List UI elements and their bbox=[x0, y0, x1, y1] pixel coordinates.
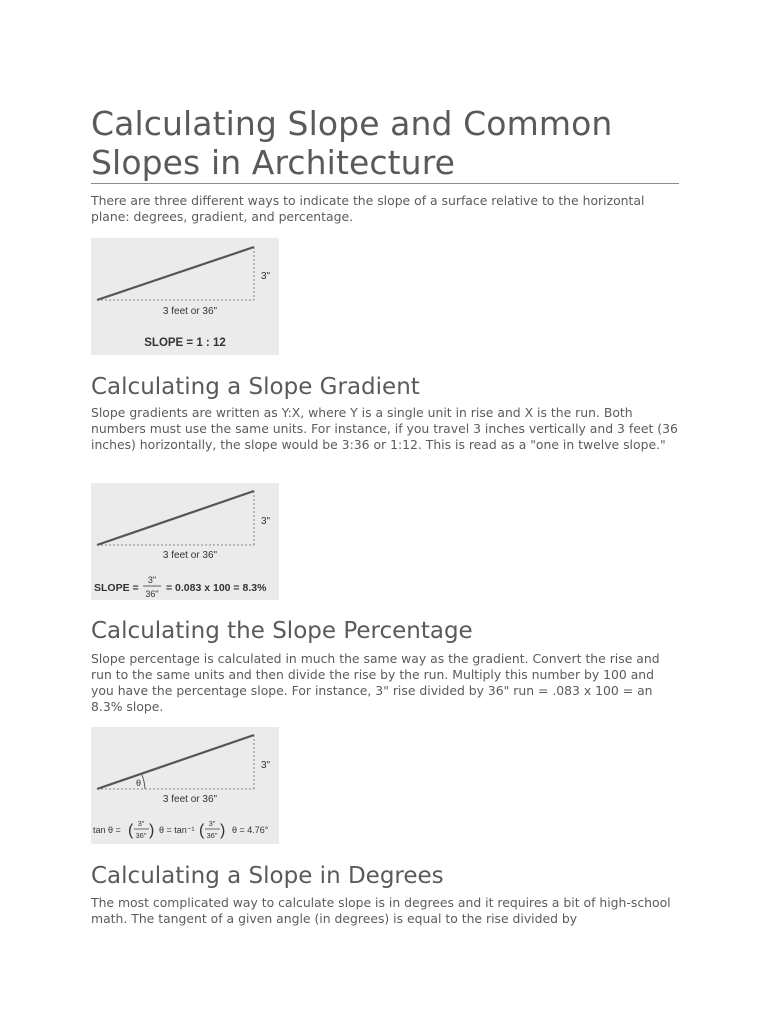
percentage-paragraph: Slope percentage is calculated in much the same way as the gradient. Convert the rise and run to the same units and then divide the rise by the run. Multiply this number by 100 and you have the percentage slope. For instance, 3" rise divided by 36" run = .083 x 100 = an 8.3% slope. bbox=[91, 651, 660, 714]
run-label: 3 feet or 36" bbox=[162, 794, 218, 805]
fraction-numerator: 3" bbox=[147, 575, 157, 585]
rise-label: 3" bbox=[261, 516, 271, 527]
degrees-paragraph: The most complicated way to calculate slope is in degrees and it requires a bit of high-school math. The tangent of a given angle (in degrees) is equal to the rise divided by bbox=[91, 895, 671, 926]
theta-paren-close: ) bbox=[220, 822, 226, 839]
theta-prefix: θ = tan⁻¹ bbox=[159, 825, 195, 835]
slope-ratio-figure bbox=[91, 238, 279, 355]
run-label: 3 feet or 36" bbox=[162, 306, 218, 317]
theta-fraction-denominator: 36" bbox=[206, 831, 218, 840]
tan-paren-close: ) bbox=[149, 822, 155, 839]
tan-paren-open: ( bbox=[128, 822, 134, 839]
angle-result: θ = 4.76° bbox=[232, 825, 269, 835]
section-heading-degrees: Calculating a Slope in Degrees bbox=[91, 863, 444, 889]
section-heading-gradient: Calculating a Slope Gradient bbox=[91, 374, 420, 400]
rise-label: 3" bbox=[261, 760, 271, 771]
slope-line bbox=[97, 491, 254, 545]
slope-line bbox=[97, 735, 254, 789]
angle-arc bbox=[142, 775, 145, 789]
slope-degrees-figure bbox=[91, 727, 279, 844]
slope-line bbox=[97, 247, 254, 300]
theta-paren-open: ( bbox=[199, 822, 205, 839]
slope-percentage-figure bbox=[91, 483, 279, 600]
section-heading-percentage: Calculating the Slope Percentage bbox=[91, 618, 473, 644]
slope-formula: SLOPE = 1 : 12 bbox=[144, 337, 226, 349]
theta-fraction-numerator: 3" bbox=[208, 819, 216, 828]
fraction-denominator: 36" bbox=[145, 589, 159, 599]
tan-fraction-numerator: 3" bbox=[137, 819, 145, 828]
formula-suffix: = 0.083 x 100 = 8.3% bbox=[166, 582, 267, 594]
angle-label: θ bbox=[136, 778, 142, 788]
tan-fraction-denominator: 36" bbox=[135, 831, 147, 840]
intro-paragraph: There are three different ways to indicate the slope of a surface relative to the horizontal plane: degrees, gradient, and percentage. bbox=[91, 193, 645, 224]
title-divider bbox=[91, 183, 679, 184]
rise-label: 3" bbox=[261, 271, 271, 282]
tan-prefix: tan θ = bbox=[93, 825, 121, 835]
formula-prefix: SLOPE = bbox=[94, 582, 139, 594]
run-label: 3 feet or 36" bbox=[162, 550, 218, 561]
gradient-paragraph: Slope gradients are written as Y:X, where Y is a single unit in rise and X is the run. Both numbers must use the same units. For instance, if you travel 3 inches vertically and 3 feet (36 inches) horizontally, the slope would be 3:36 or 1:12. This is read as a "one in twelve slope." bbox=[91, 405, 678, 452]
page-title: Calculating Slope and Common Slopes in Architecture bbox=[91, 104, 613, 182]
